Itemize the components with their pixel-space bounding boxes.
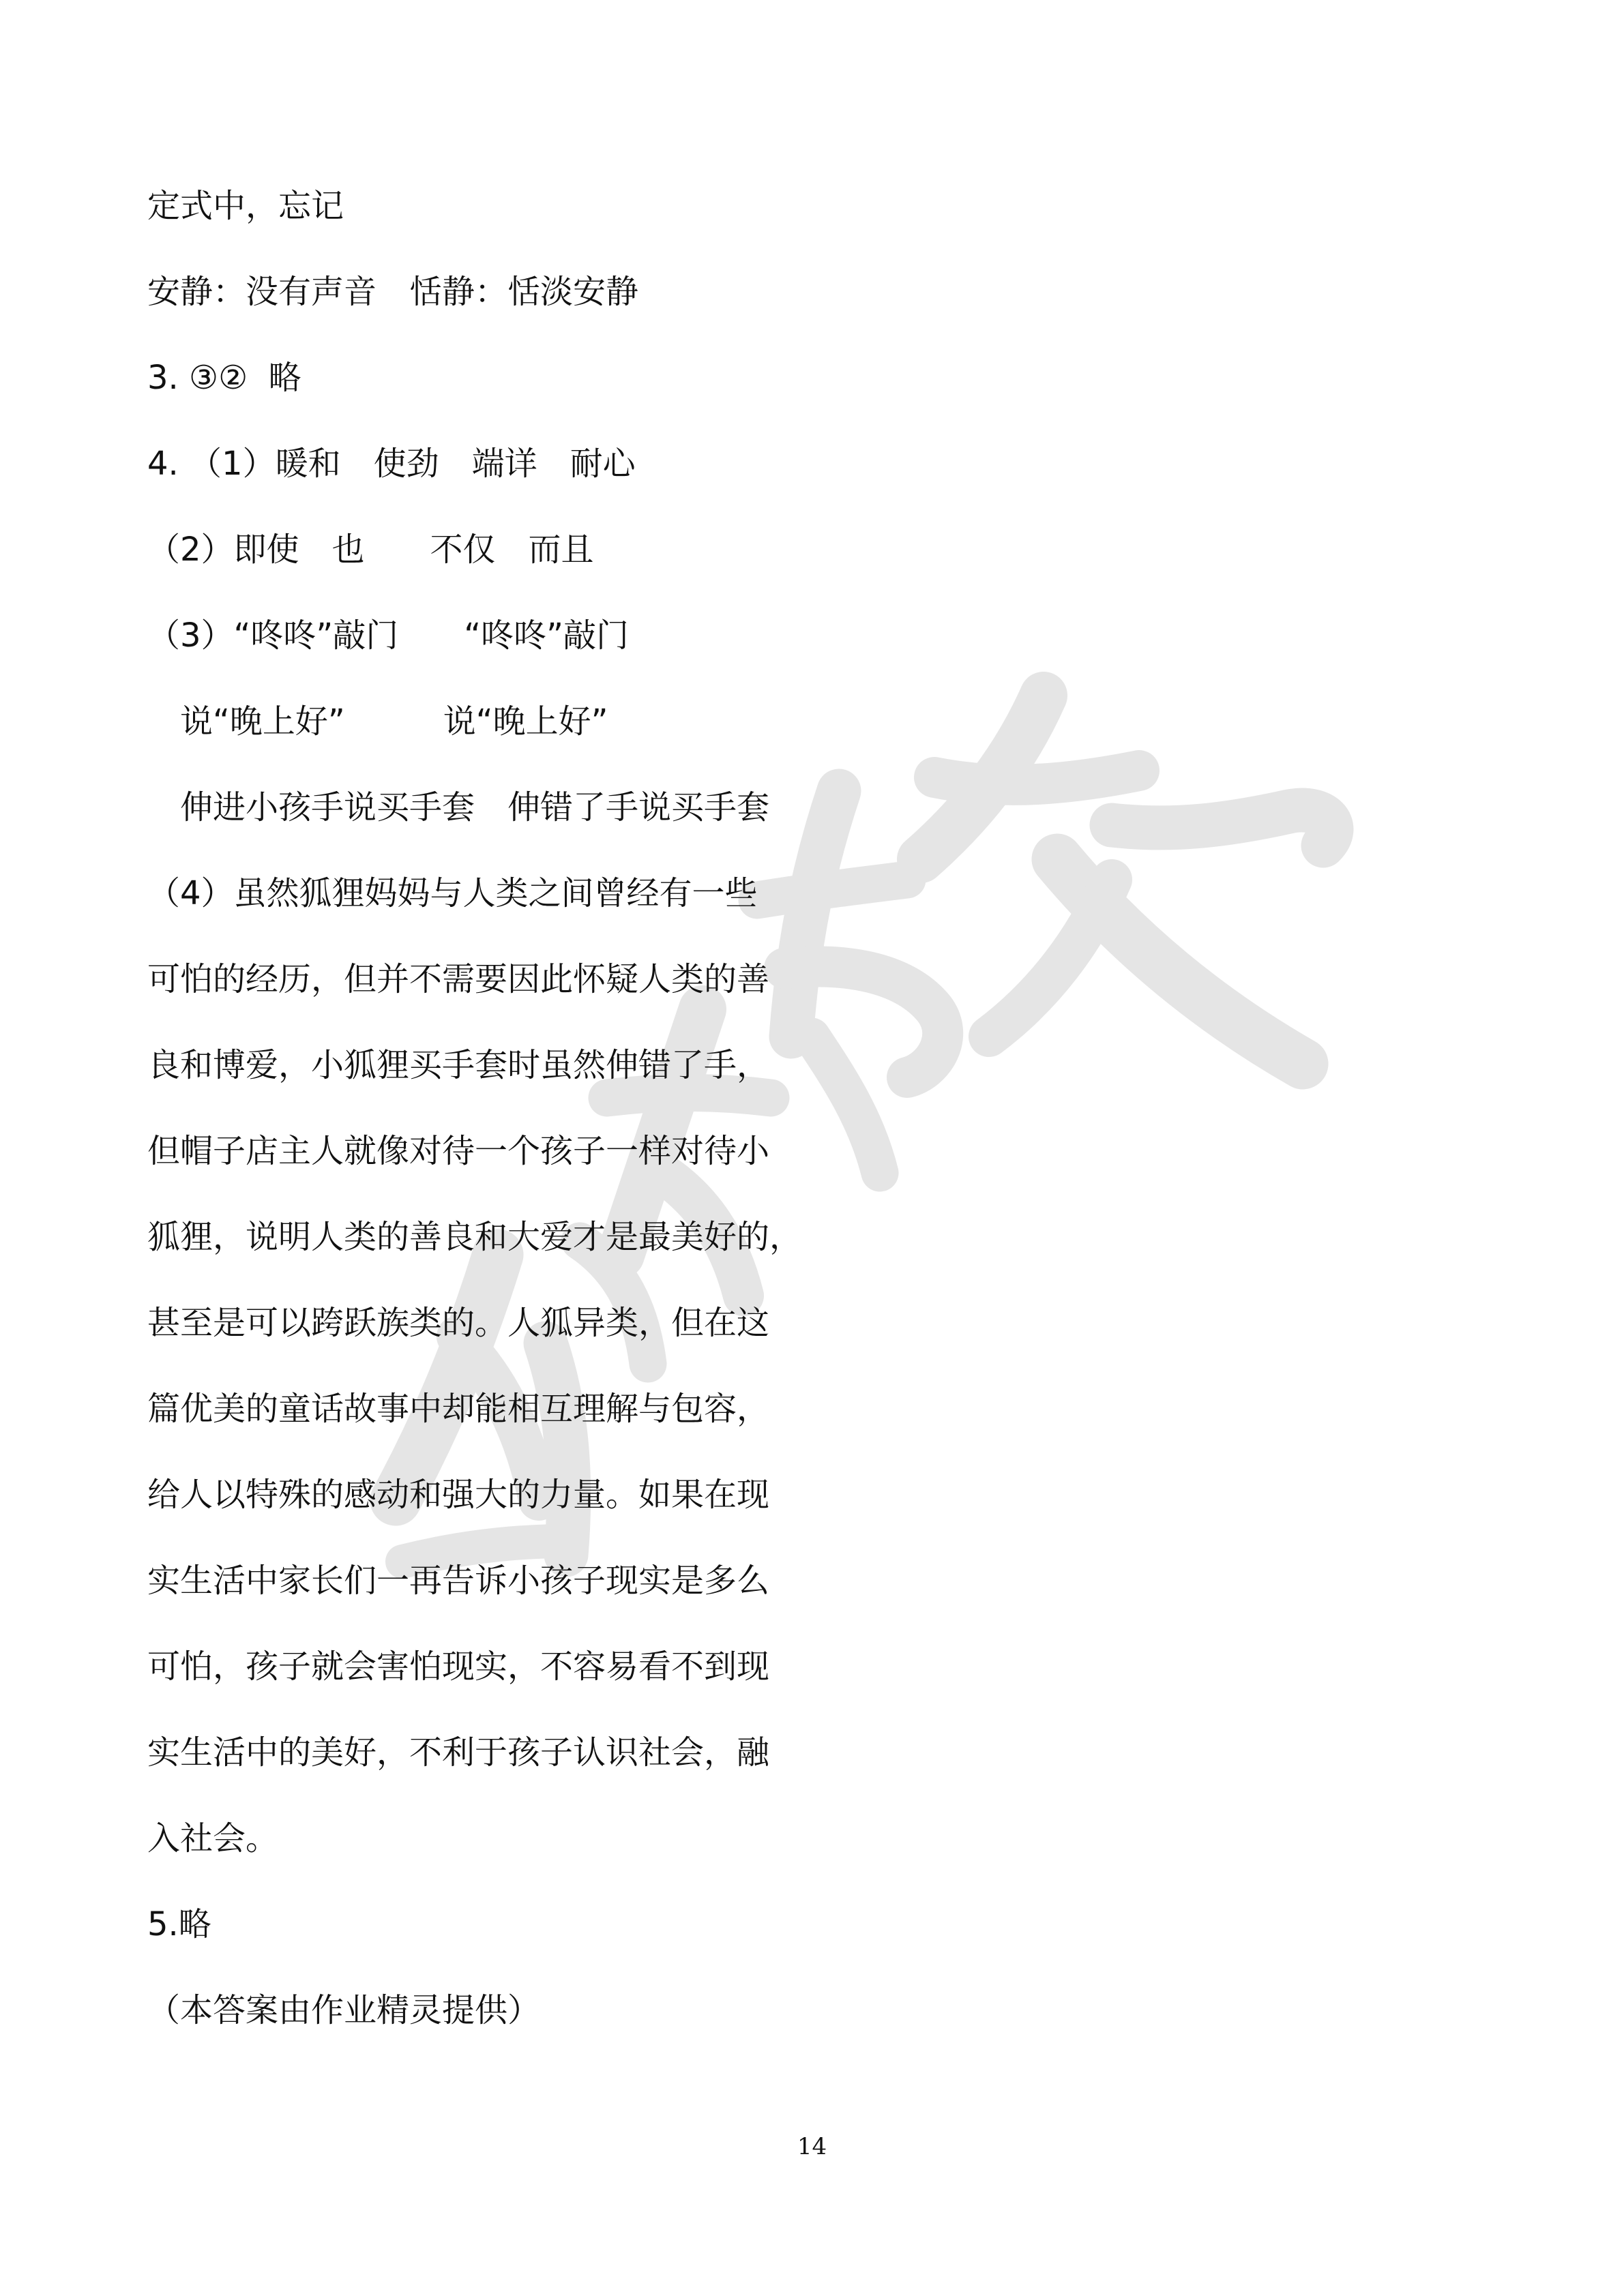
answer-line-18: 可怕，孩子就会害怕现实，不容易看不到现 [147, 1648, 770, 1686]
answer-line-20: 入社会。 [147, 1819, 279, 1858]
answer-line-10: 可怕的经历，但并不需要因此怀疑人类的善 [147, 960, 770, 998]
answer-line-13: 狐狸，说明人类的善良和大爱才是最美好的， [147, 1218, 803, 1256]
answer-line-17: 实生活中家长们一再告诉小孩子现实是多么 [147, 1562, 770, 1600]
answer-line-5: （2）即使 也 不仅 而且 [147, 531, 594, 569]
answer-line-1: 定式中，忘记 [147, 187, 344, 225]
answer-line-6: （3）“咚咚”敲门 “咚咚”敲门 [147, 616, 630, 655]
answer-line-11: 良和博爱，小狐狸买手套时虽然伸错了手， [147, 1046, 770, 1084]
answer-line-7: 说“晚上好” 说“晚上好” [147, 702, 608, 741]
answer-line-9: （4）虽然狐狸妈妈与人类之间曾经有一些 [147, 874, 758, 912]
answer-line-19: 实生活中的美好，不利于孩子认识社会，融 [147, 1733, 770, 1772]
answer-line-12: 但帽子店主人就像对待一个孩子一样对待小 [147, 1132, 770, 1170]
answer-line-2: 安静：没有声音 恬静：恬淡安静 [147, 273, 639, 311]
answer-line-4: 4. （1）暖和 使劲 端详 耐心 [147, 445, 636, 483]
answer-line-16: 给人以特殊的感动和强大的力量。如果在现 [147, 1476, 770, 1514]
answer-credit-line: （本答案由作业精灵提供） [147, 1991, 541, 2029]
answer-line-8: 伸进小孩手说买手套 伸错了手说买手套 [147, 788, 770, 826]
page-number: 14 [797, 2133, 827, 2160]
answer-line-14: 甚至是可以跨跃族类的。人狐异类，但在这 [147, 1304, 770, 1342]
answer-line-21: 5.略 [147, 1905, 211, 1943]
answer-line-3: 3. ③② 略 [147, 359, 301, 397]
answer-line-15: 篇优美的童话故事中却能相互理解与包容， [147, 1390, 770, 1428]
